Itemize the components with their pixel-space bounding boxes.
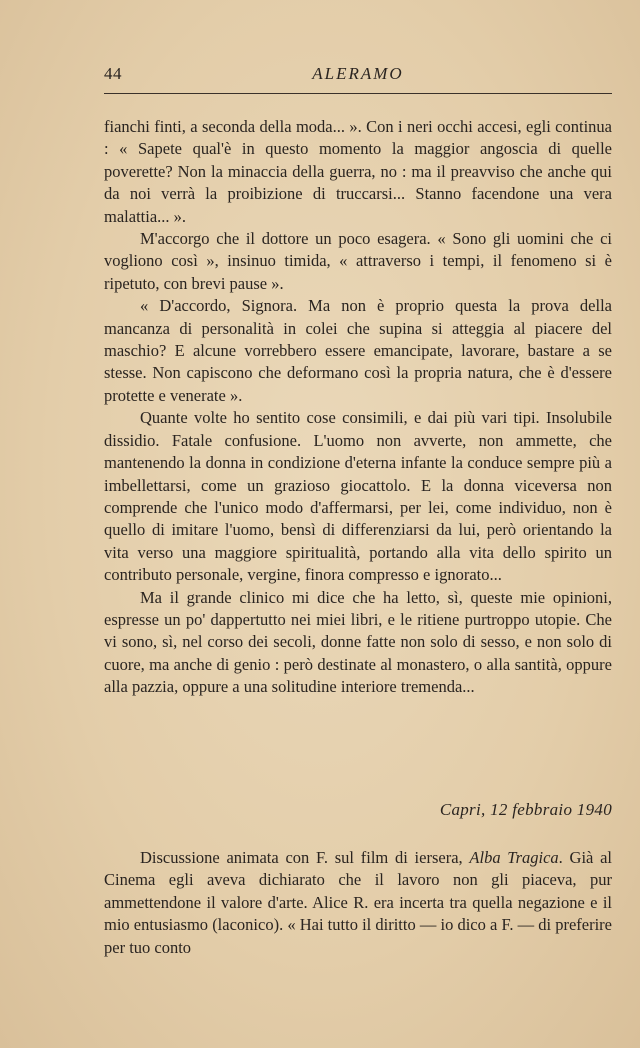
film-title: Alba Tragica [469,848,559,867]
paragraph-4: Quante volte ho sentito cose consimili, e dai più vari tipi. Insolubile dissidio. Fatale confusione. L'uomo non avverte, non ammette, che mantenendo la donna in condizione d'eterna infante la conduce sempre più a imbellettarsi, come un grazioso giocattolo. E la donna viceversa non comprende che l'unico modo d'affermarsi, per lei, come individuo, non è quello di imitare l'uomo, bensì di differenziarsi da lui, però orientando la vita verso una maggiore spiritualità, portando alla vita dello spirito un contributo personale, vergine, finora compresso e ignorato... [104,408,612,585]
paragraph-3: « D'accordo, Signora. Ma non è proprio questa la prova della mancanza di personalità in colei che supina si atteggia al piacere del maschio? E alcune vorrebbero essere emancipate, lavorare, bastare a se stesse. Non capiscono che deformano così la propria natura, che è d'essere protette e venerate ». [104,296,612,405]
header-rule [104,93,612,94]
page-header [104,62,612,90]
paragraph-1: fianchi finti, a seconda della moda... ». Con i neri occhi accesi, egli continua : « Sapete qual'è in questo momento la maggior angoscia di quelle poverette? Non la minaccia della guerra, no : ma il preavviso che anche qui da noi verrà la proibizione di truccarsi... Stanno facendone una vera malattia... ». [104,117,612,226]
paragraph-6 [104,847,612,959]
page-number: 44 [104,64,122,83]
paragraph-5: Ma il grande clinico mi dice che ha letto, sì, queste mie opinioni, espresse un po' dappertutto nei miei libri, e le ritiene purtroppo utopie. Che vi sono, sì, nel corso dei secoli, donne fatte non solo di sesso, e non solo di cuore, ma anche di genio : però destinate al monastero, o alla santità, oppure alla pazzia, oppure a una solitudine interiore tremenda... [104,587,612,697]
paragraph-6-end: . Già al Cinema egli aveva dichiarato che il lavoro non gli piaceva, pur ammettendone il valore d'arte. Alice R. era incerta tra quella negazione e il mio entusiasmo (laconico). « Hai tutto il diritto — io dico a F. — di preferire per tuo conto [104,848,613,957]
new-entry-text [104,847,612,959]
diary-dateline: Capri, 12 febbraio 1940 [439,800,612,819]
paragraph-2: M'accorgo che il dottore un poco esagera. « Sono gli uomini che ci vogliono così », insinuo timida, « attraverso i tempi, il fenomeno si è ripetuto, con brevi pause ». [104,229,612,293]
paragraph-6-start: Discussione animata con F. sul film di iersera, [140,848,470,867]
main-text [104,116,612,699]
running-title: ALERAMO [312,64,404,83]
